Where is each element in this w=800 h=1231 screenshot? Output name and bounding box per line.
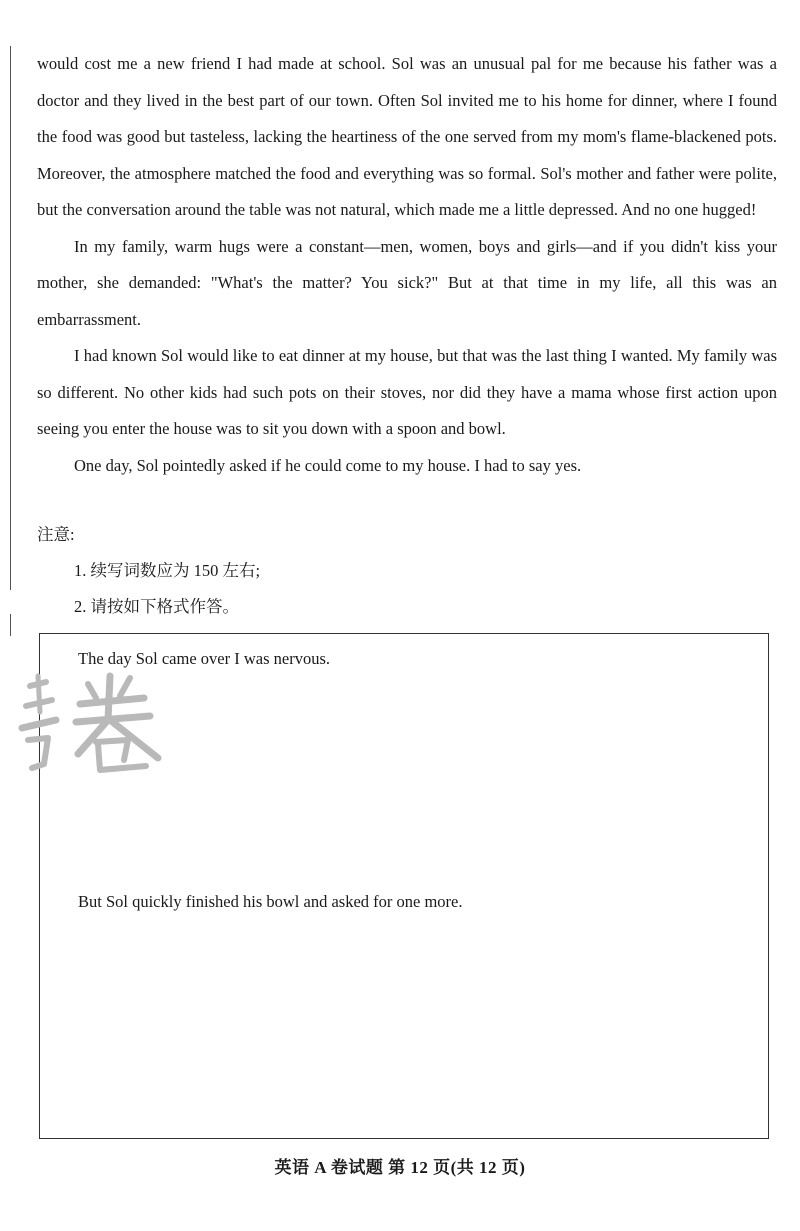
- notes-item: 1. 续写词数应为 150 左右;: [74, 561, 261, 580]
- notes-section: [37, 517, 260, 625]
- story-paragraph: One day, Sol pointedly asked if he could come to my house. I had to say yes.: [74, 455, 582, 475]
- story-paragraph: I had known Sol would like to eat dinner at my house, but that was the last thing I wanted. My family was so different. No other kids had such pots on their stoves, nor did they have a mama whose first action upon seeing you enter the house was to sit you down with a spoon and bowl.: [37, 346, 777, 438]
- story-paragraph: In my family, warm hugs were a constant—men, women, boys and girls—and if you didn't kiss your mother, she demanded: "What's the matter? You sick?" But at that time in my life, all this was an embarrassment.: [37, 236, 777, 329]
- notes-title: 注意:: [37, 525, 75, 544]
- story-text: [37, 46, 777, 484]
- continuation-prompt-2: But Sol quickly finished his bowl and asked for one more.: [78, 892, 463, 911]
- binding-margin-line: [10, 46, 11, 590]
- notes-item: 2. 请按如下格式作答。: [74, 597, 239, 616]
- binding-margin-line-lower: [10, 614, 11, 636]
- page-footer: 英语 A 卷试题 第 12 页(共 12 页): [274, 1158, 526, 1177]
- answer-box: [39, 633, 769, 1139]
- continuation-prompt-1: The day Sol came over I was nervous.: [78, 649, 331, 668]
- story-paragraph: would cost me a new friend I had made at school. Sol was an unusual pal for me because his father was a doctor and they lived in the best part of our town. Often Sol invited me to his home for dinner, where I found the food was good but tasteless, lacking the heartiness of the one served from my mom's flame-blackened pots. Moreover, the atmosphere matched the food and everything was so formal. Sol's mother and father were polite, but the conversation around the table was not natural, which made me a little depressed. And no one hugged!: [37, 54, 777, 219]
